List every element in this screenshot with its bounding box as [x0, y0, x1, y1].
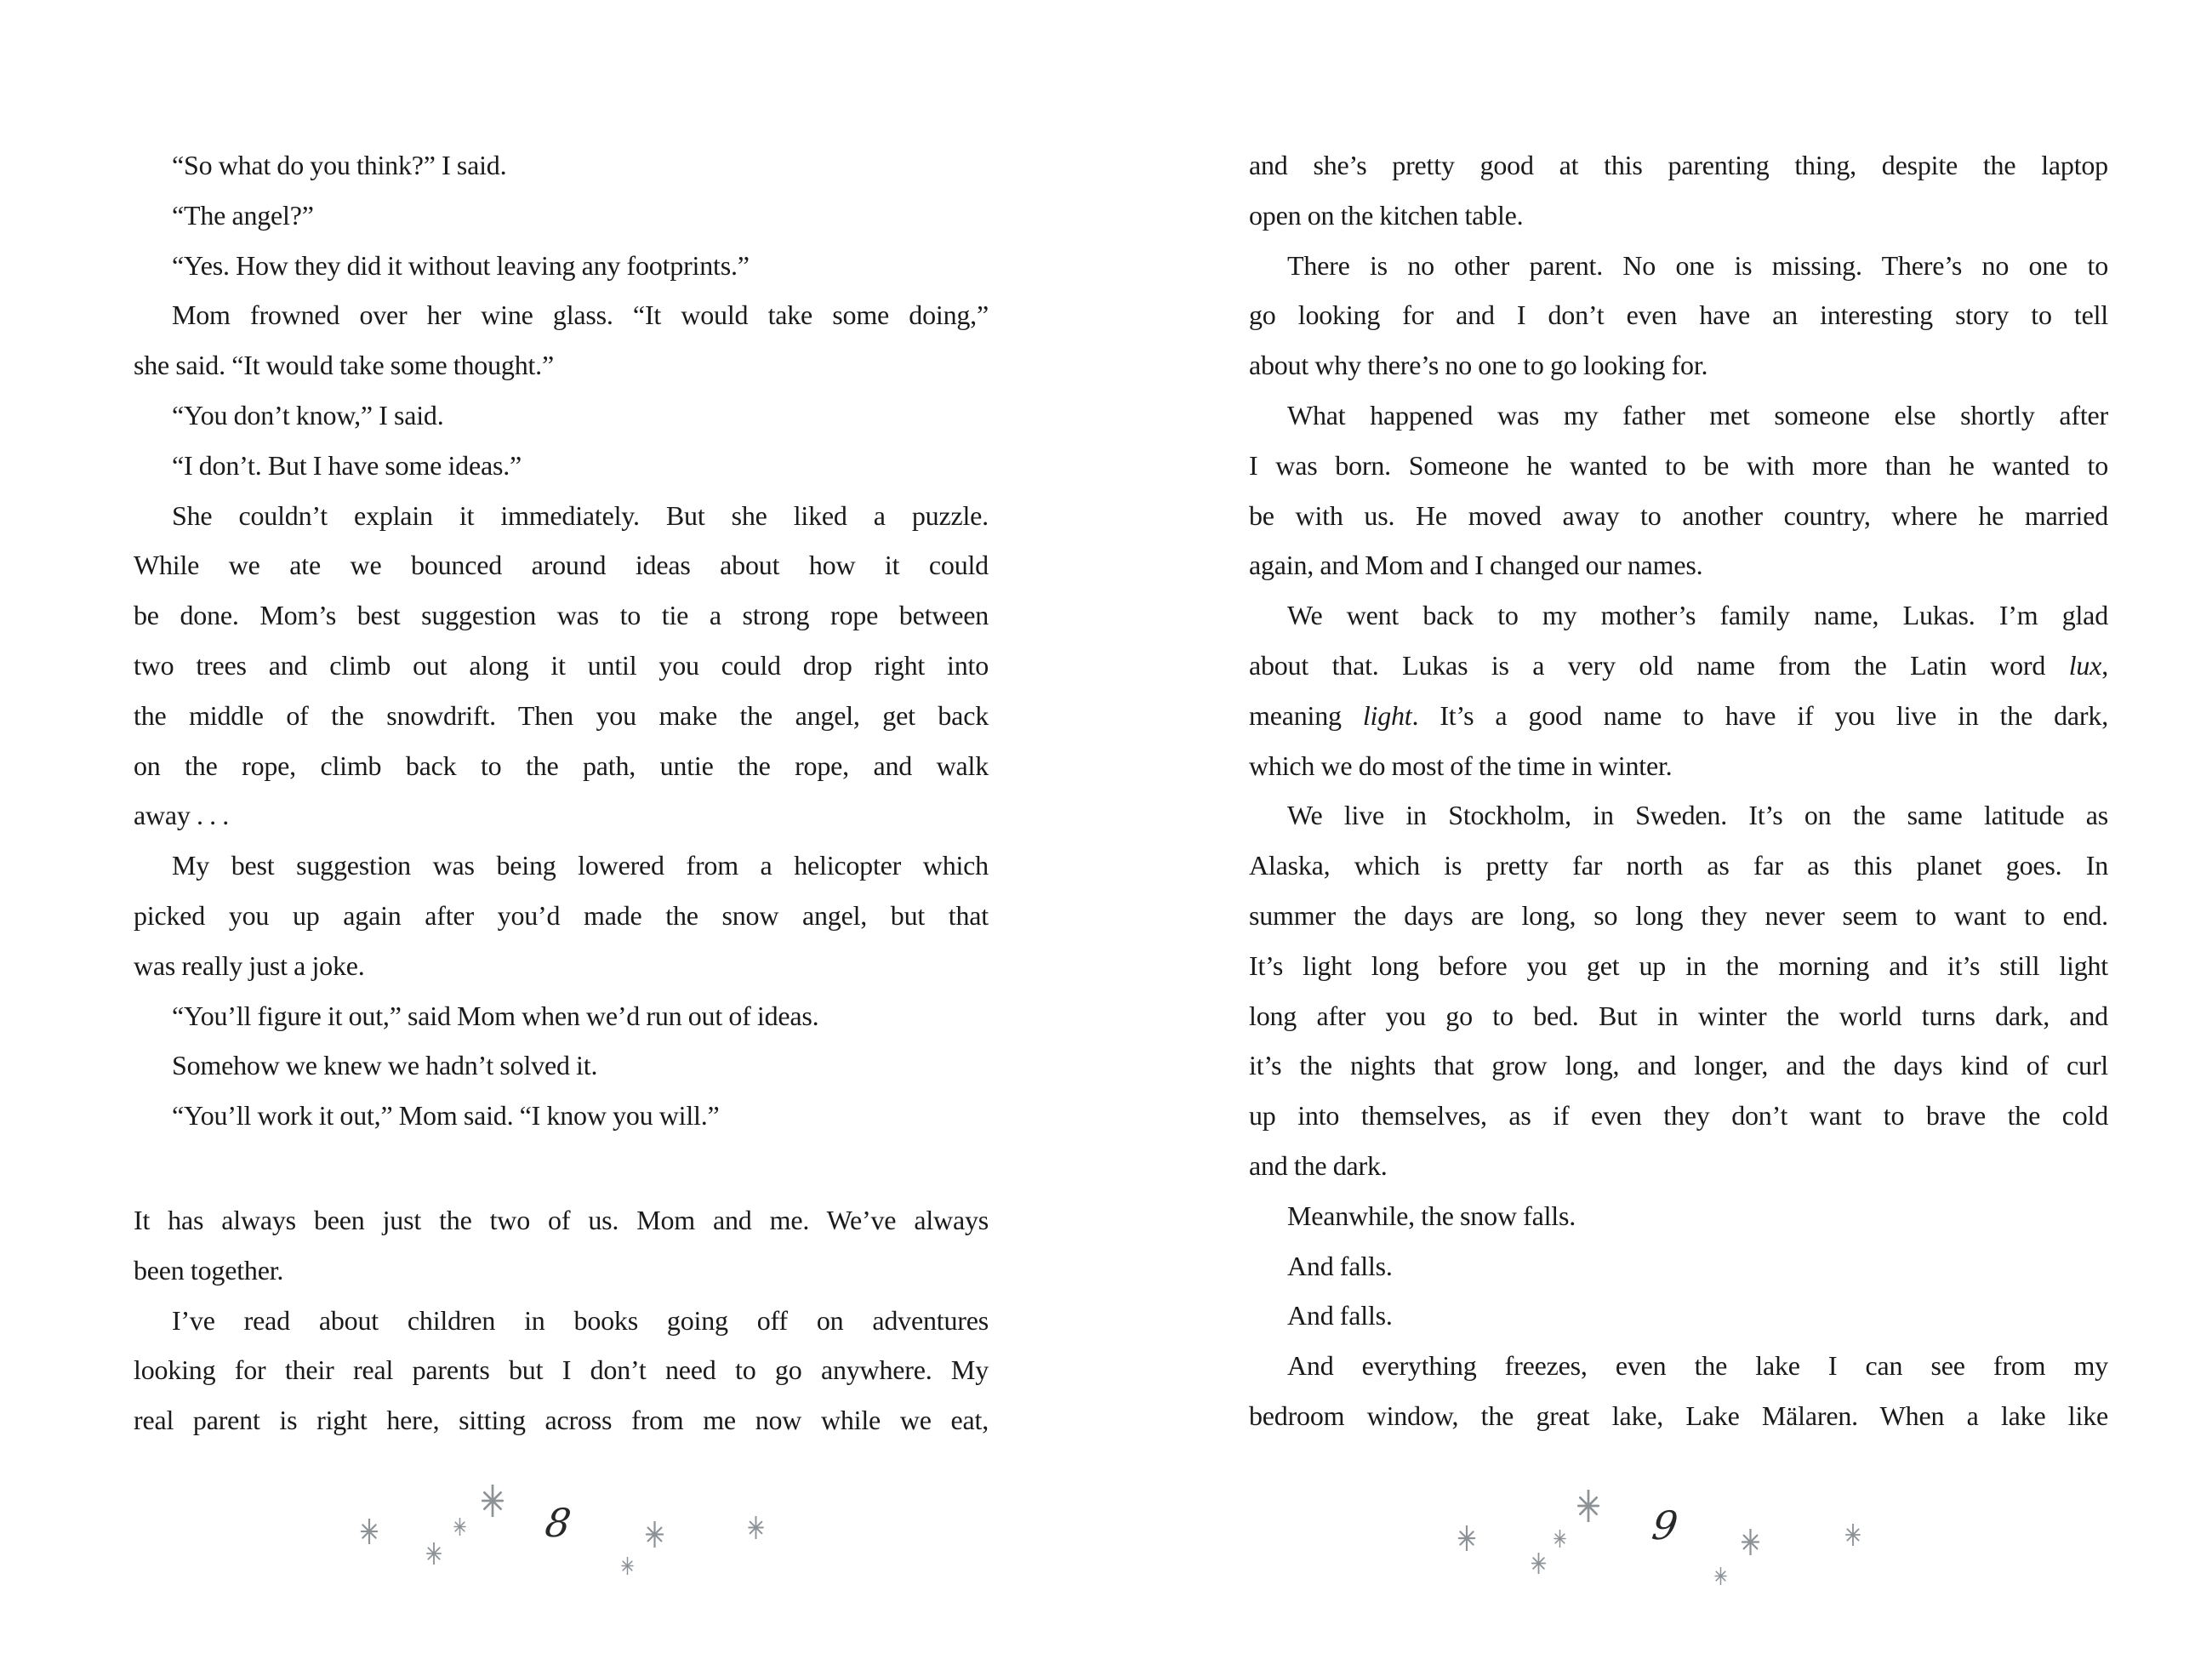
text-segment: I was born. Someone he wanted to be with more than he wanted to — [1249, 449, 2108, 481]
text-line — [134, 191, 989, 241]
text-segment: on the rope, climb back to the path, untie the rope, and walk — [134, 750, 989, 781]
text-segment: real parent is right here, sitting across from me now while we eat, — [134, 1405, 989, 1436]
text-segment: What happened was my father met someone else shortly after — [1287, 399, 2108, 430]
text-line — [134, 391, 989, 441]
text-segment: looking for their real parents but I don’t need to go anywhere. My — [134, 1354, 989, 1386]
right-page-text-column — [1249, 140, 2108, 1441]
text-segment: It has always been just the two of us. Mom and me. We’ve always — [134, 1204, 989, 1235]
text-line — [134, 641, 989, 691]
text-line — [134, 1246, 989, 1296]
text-line — [1249, 1341, 2108, 1391]
italic-text-segment: light — [1362, 699, 1412, 731]
left-page-text-column — [134, 140, 989, 1445]
text-line — [134, 1040, 989, 1091]
text-segment: And falls. — [1287, 1250, 1393, 1281]
sparkle-star-icon — [744, 1516, 767, 1539]
text-segment: the middle of the snowdrift. Then you make the angel, get back — [134, 699, 989, 731]
text-segment: Alaska, which is pretty far north as far as this planet goes. In — [1249, 850, 2108, 881]
sparkle-star-icon — [356, 1519, 382, 1544]
text-line — [134, 741, 989, 791]
sparkle-star-icon — [1551, 1530, 1569, 1548]
text-line — [134, 841, 989, 891]
sparkle-star-icon — [619, 1557, 636, 1575]
text-line — [1249, 1040, 2108, 1091]
text-line — [134, 241, 989, 291]
text-line — [1249, 1241, 2108, 1291]
text-segment: There is no other parent. No one is missing. There’s no one to — [1287, 249, 2108, 281]
text-segment: She couldn’t explain it immediately. But she liked a puzzle. — [172, 499, 989, 531]
sparkle-star-icon — [1842, 1524, 1864, 1546]
text-segment: “The angel?” — [172, 199, 314, 231]
text-segment: “Yes. How they did it without leaving any footprints.” — [172, 249, 750, 281]
text-segment: again, and Mom and I changed our names. — [1249, 550, 1703, 581]
text-segment: It’s light long before you get up in the morning and it’s still light — [1249, 949, 2108, 981]
text-segment: , — [2101, 649, 2108, 681]
text-segment: “I don’t. But I have some ideas.” — [172, 449, 522, 481]
sparkle-star-icon — [1737, 1529, 1764, 1555]
text-segment: And everything freezes, even the lake I can see from my — [1287, 1350, 2108, 1382]
text-segment: “You’ll work it out,” Mom said. “I know you will.” — [172, 1100, 720, 1132]
text-segment: “You’ll figure it out,” said Mom when we’d run out of ideas. — [172, 1000, 819, 1031]
text-line — [134, 441, 989, 491]
text-segment: go looking for and I don’t even have an interesting story to tell — [1249, 299, 2108, 331]
text-line — [134, 1195, 989, 1246]
text-line — [1249, 290, 2108, 340]
sparkle-star-icon — [476, 1485, 509, 1517]
text-line — [1249, 1141, 2108, 1191]
text-segment: . It’s a good name to have if you live in the dark, — [1411, 699, 2108, 731]
text-segment: meaning — [1249, 699, 1363, 731]
text-segment: summer the days are long, so long they never seem to want to end. — [1249, 899, 2108, 931]
text-line — [134, 340, 989, 391]
text-segment: be done. Mom’s best suggestion was to tie a strong rope between — [134, 600, 989, 631]
text-segment: away . . . — [134, 800, 230, 831]
text-line — [134, 540, 989, 590]
text-line — [1249, 590, 2108, 641]
text-line — [1249, 391, 2108, 441]
text-line — [134, 1345, 989, 1395]
text-line — [1249, 991, 2108, 1041]
text-segment: up into themselves, as if even they don’t want to brave the cold — [1249, 1100, 2108, 1132]
text-segment: she said. “It would take some thought.” — [134, 350, 554, 381]
text-line — [1249, 241, 2108, 291]
text-line — [134, 891, 989, 941]
text-segment: and the dark. — [1249, 1149, 1388, 1181]
text-segment: Mom frowned over her wine glass. “It would take some doing,” — [172, 299, 989, 331]
text-line — [1249, 441, 2108, 491]
text-segment: and she’s pretty good at this parenting thing, despite the laptop — [1249, 150, 2108, 180]
sparkle-star-icon — [1454, 1525, 1479, 1551]
sparkle-star-icon — [423, 1542, 445, 1565]
text-line — [1249, 340, 2108, 391]
text-segment: open on the kitchen table. — [1249, 199, 1524, 231]
text-line — [1249, 1391, 2108, 1441]
text-segment: Somehow we knew we hadn’t solved it. — [172, 1050, 598, 1081]
text-segment: be with us. He moved away to another country, where he married — [1249, 499, 2108, 531]
text-line — [1249, 140, 2108, 191]
text-line — [1249, 841, 2108, 891]
text-segment: I’ve read about children in books going off on adventures — [172, 1304, 989, 1336]
page-number-left: 8 — [542, 1500, 574, 1546]
text-line — [134, 1091, 989, 1141]
page-number-right: 9 — [1649, 1502, 1681, 1548]
italic-text-segment: lux — [2068, 649, 2102, 681]
text-segment: it’s the nights that grow long, and longer, and the days kind of curl — [1249, 1050, 2108, 1081]
text-line — [1249, 691, 2108, 741]
text-line — [1249, 1291, 2108, 1341]
text-segment: Meanwhile, the snow falls. — [1287, 1200, 1576, 1231]
text-line — [134, 1296, 989, 1346]
text-line — [1249, 790, 2108, 841]
text-segment: “You don’t know,” I said. — [172, 399, 444, 430]
text-line — [1249, 540, 2108, 590]
text-segment: We went back to my mother’s family name, Lukas. I’m glad — [1287, 600, 2108, 631]
text-line — [134, 941, 989, 991]
text-line — [134, 991, 989, 1041]
text-line — [134, 290, 989, 340]
text-line — [1249, 741, 2108, 791]
text-segment: about why there’s no one to go looking for. — [1249, 350, 1708, 381]
text-line — [1249, 1191, 2108, 1241]
text-line — [1249, 941, 2108, 991]
text-segment: which we do most of the time in winter. — [1249, 750, 1673, 781]
text-line — [134, 1395, 989, 1445]
text-line — [1249, 891, 2108, 941]
text-segment: picked you up again after you’d made the snow angel, but that — [134, 899, 989, 931]
text-segment: My best suggestion was being lowered from a helicopter which — [172, 850, 989, 881]
text-line — [1249, 491, 2108, 541]
sparkle-star-icon — [1528, 1553, 1549, 1574]
sparkle-star-icon — [1712, 1567, 1730, 1585]
text-line — [134, 691, 989, 741]
text-segment: bedroom window, the great lake, Lake Mälaren. When a lake like — [1249, 1400, 2108, 1431]
sparkle-star-icon — [451, 1518, 469, 1536]
text-segment: We live in Stockholm, in Sweden. It’s on the same latitude as — [1287, 800, 2108, 831]
text-segment: And falls. — [1287, 1300, 1393, 1331]
text-line — [134, 491, 989, 541]
text-segment: two trees and climb out along it until you could drop right into — [134, 649, 989, 681]
sparkle-star-icon — [641, 1521, 668, 1548]
text-segment: about that. Lukas is a very old name from the Latin word — [1249, 649, 2069, 681]
text-line — [1249, 1091, 2108, 1141]
text-line — [134, 790, 989, 841]
text-line — [1249, 641, 2108, 691]
sparkle-star-icon — [1572, 1490, 1605, 1522]
text-segment: “So what do you think?” I said. — [172, 150, 507, 180]
text-segment: was really just a joke. — [134, 949, 365, 981]
text-line — [134, 140, 989, 191]
text-segment: long after you go to bed. But in winter the world turns dark, and — [1249, 1000, 2108, 1031]
text-line — [134, 590, 989, 641]
text-line — [1249, 191, 2108, 241]
text-segment: While we ate we bounced around ideas about how it could — [134, 550, 989, 581]
text-segment: been together. — [134, 1254, 284, 1286]
